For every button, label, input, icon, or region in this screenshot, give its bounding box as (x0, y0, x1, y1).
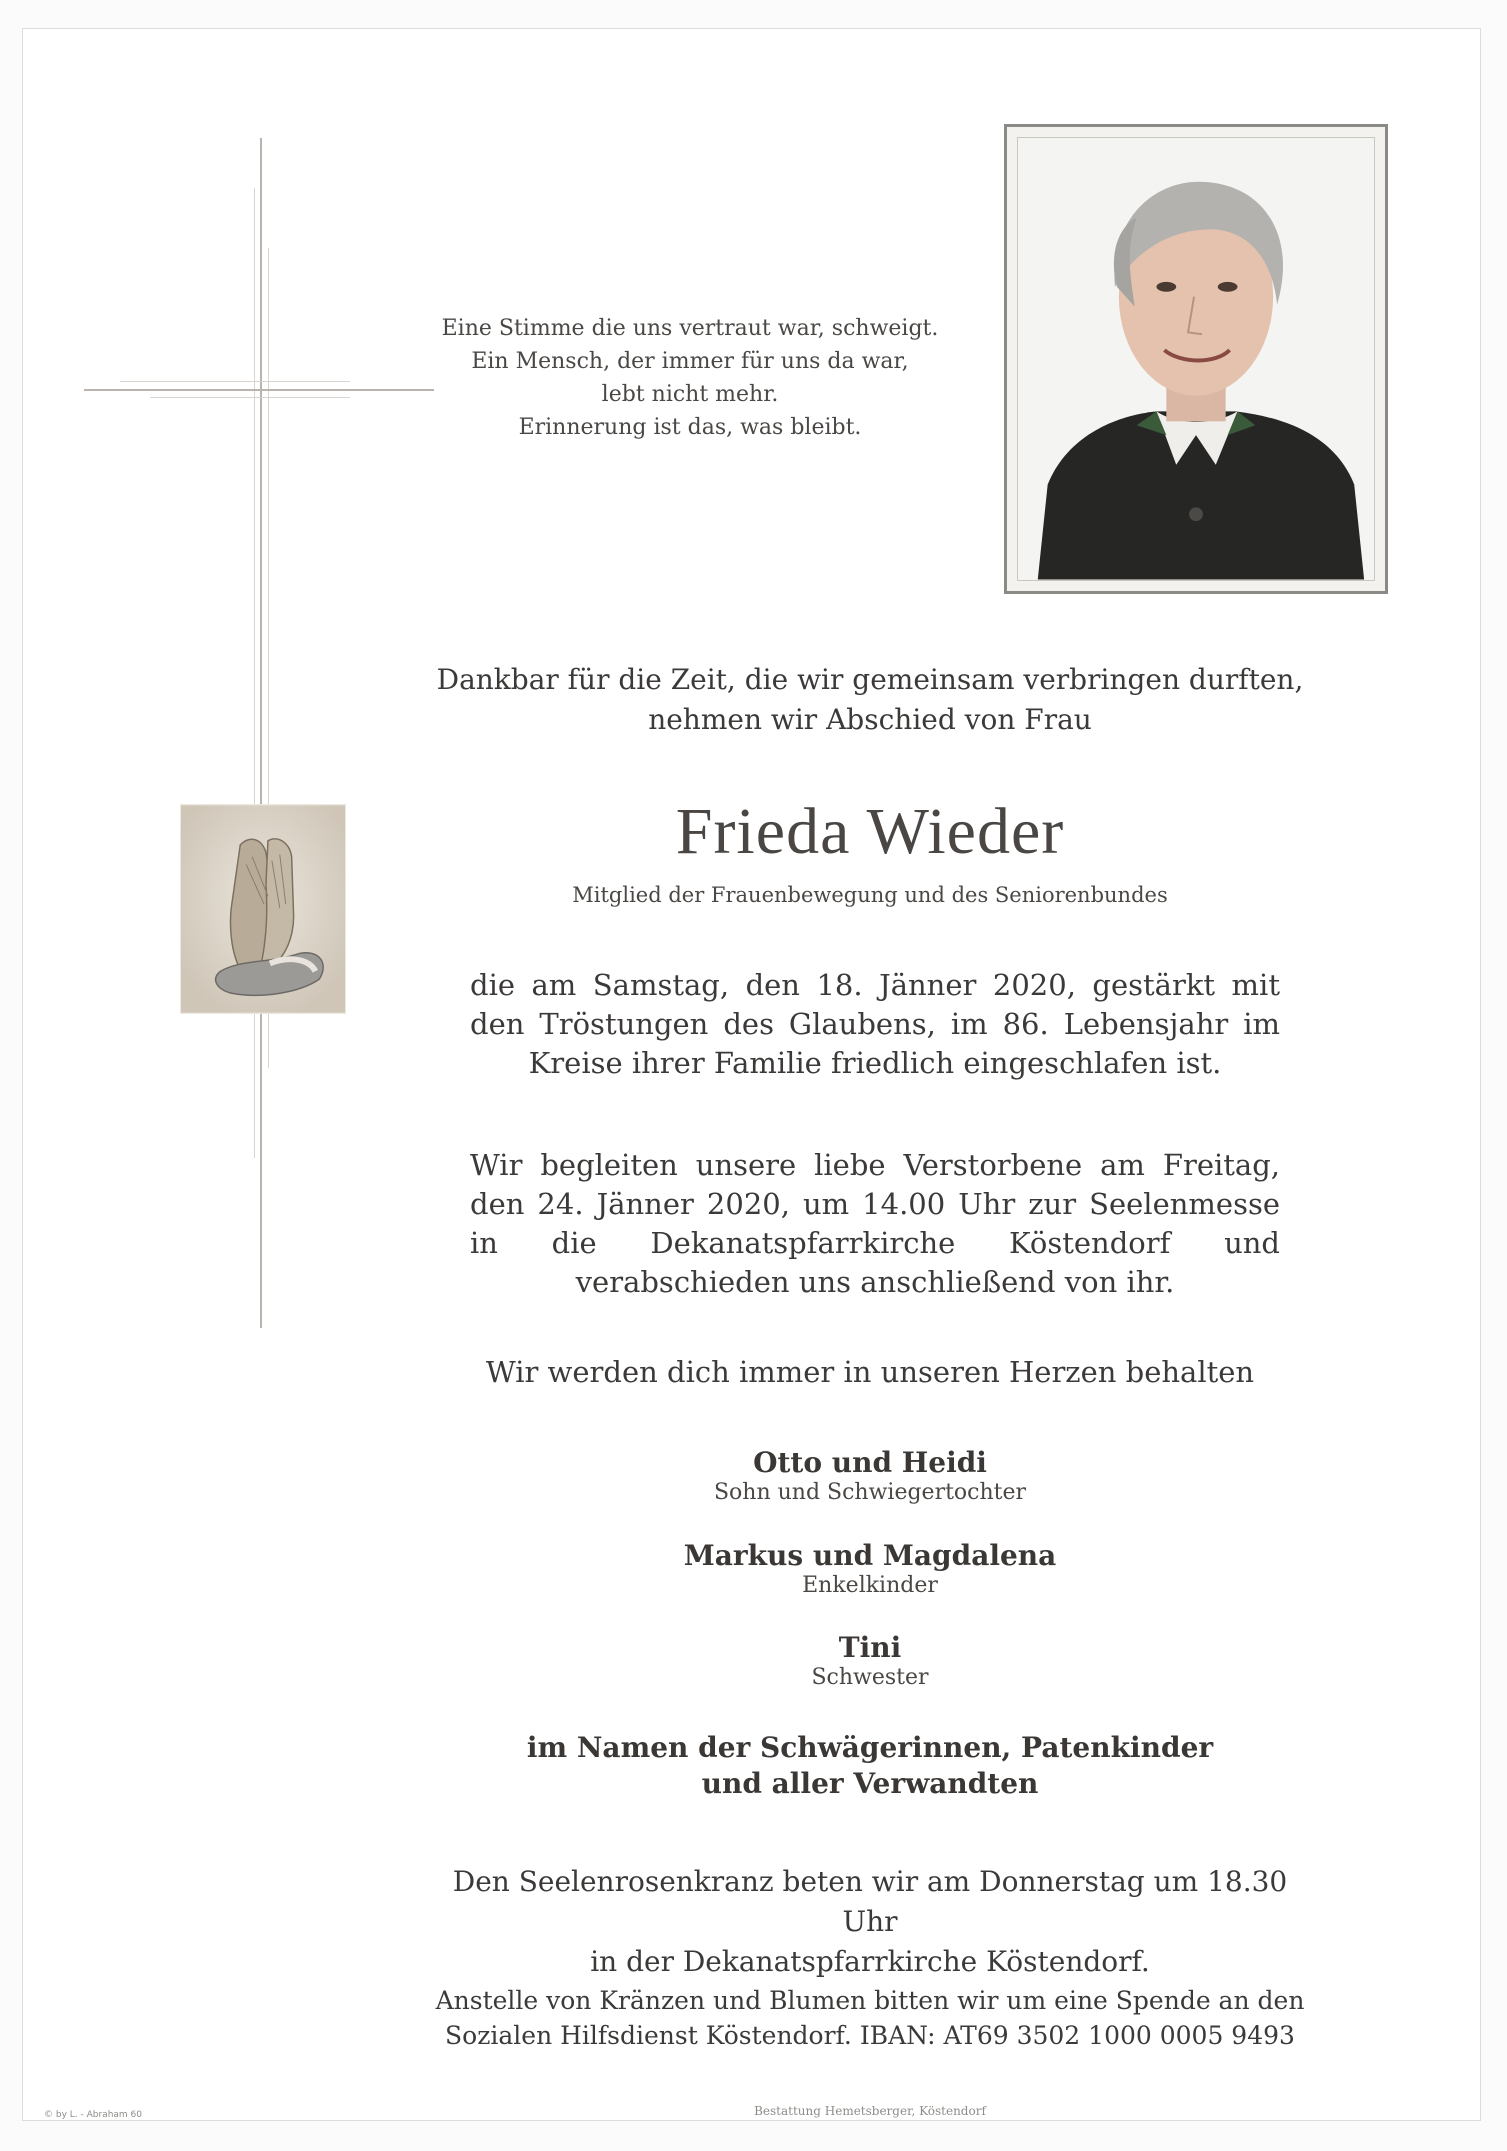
cross-horizontal-line-thin (150, 397, 350, 398)
intro-text (430, 660, 1310, 740)
donation-line: Anstelle von Kränzen und Blumen bitten wir um eine Spende an den (435, 1986, 1305, 2015)
poem-line: Eine Stimme die uns vertraut war, schweigt. (441, 316, 939, 341)
poem-line: Ein Mensch, der immer für uns da war, (471, 349, 909, 374)
rosary-notice (430, 1862, 1310, 1982)
mourner-name: Markus und Magdalena (683, 1539, 1057, 1572)
mourner-relation: Schwester (811, 1665, 929, 1690)
cross-horizontal-line-thin (120, 381, 350, 382)
donation-notice (430, 1983, 1310, 2053)
deceased-name: Frieda Wieder (675, 795, 1065, 868)
mourner-relation: Sohn und Schwiegertochter (713, 1480, 1027, 1505)
undertaker-credit: Bestattung Hemetsberger, Köstendorf (754, 2104, 986, 2118)
mourner-name: Tini (838, 1631, 902, 1664)
mourner-relation: Enkelkinder (802, 1573, 938, 1598)
mourner-name: Otto und Heidi (753, 1446, 987, 1479)
poem-line: Erinnerung ist das, was bleibt. (518, 415, 862, 440)
rosary-line: in der Dekanatspfarrkirche Köstendorf. (590, 1945, 1150, 1978)
cross-horizontal-line (84, 389, 434, 391)
passing-paragraph: die am Samstag, den 18. Jänner 2020, gestärkt mit den Tröstungen des Glaubens, im 86. Lebensjahr im Kreise ihrer Familie friedlich eingeschlafen ist. (470, 968, 1280, 1080)
also-mourning-line: und aller Verwandten (701, 1767, 1039, 1800)
mourner-entry (430, 1446, 1310, 1506)
intro-line: nehmen wir Abschied von Frau (648, 703, 1092, 736)
funeral-paragraph: Wir begleiten unsere liebe Verstorbene am Freitag, den 24. Jänner 2020, um 14.00 Uhr zur Seelenmesse in die Dekanatspfarrkirche Köstendorf und verabschieden uns anschließend von ihr. (470, 1148, 1280, 1299)
poem (430, 312, 950, 444)
intro-line: Dankbar für die Zeit, die wir gemeinsam verbringen durften, (436, 663, 1304, 696)
portrait-photo (1017, 137, 1375, 581)
also-mourning (430, 1730, 1310, 1802)
closing-line: Wir werden dich immer in unseren Herzen behalten (485, 1355, 1255, 1389)
also-mourning-line: im Namen der Schwägerinnen, Patenkinder (526, 1731, 1214, 1764)
mourner-entry (430, 1539, 1310, 1599)
portrait-photo-frame (1004, 124, 1388, 594)
deceased-membership: Mitglied der Frauenbewegung und des Seniorenbundes (572, 883, 1168, 907)
cross-vertical-line (260, 138, 262, 1328)
rosary-line: Den Seelenrosenkranz beten wir am Donnerstag um 18.30 Uhr (452, 1865, 1288, 1938)
donation-line: Sozialen Hilfsdienst Köstendorf. IBAN: AT69 3502 1000 0005 9493 (445, 2021, 1295, 2050)
mourner-entry (430, 1631, 1310, 1691)
image-credit: © by L. - Abraham 60 (44, 2110, 142, 2120)
poem-line: lebt nicht mehr. (601, 382, 779, 407)
praying-hands-icon (180, 804, 346, 1014)
